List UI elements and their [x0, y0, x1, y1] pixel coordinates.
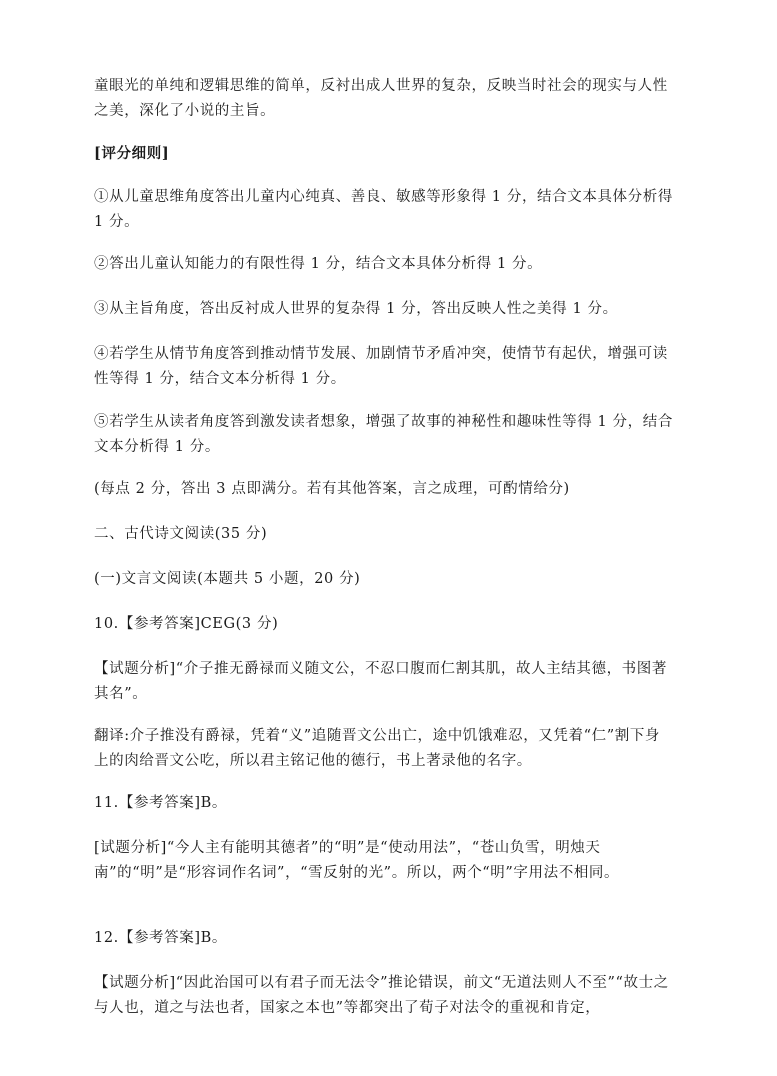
scoring-rule-2: ②答出儿童认知能力的有限性得 1 分，结合文本具体分析得 1 分。	[94, 256, 543, 272]
translation-10: 翻译:介子推没有爵禄，凭着“义”追随晋文公出亡，途中饥饿难忍，又凭着“仁”割下身上的肉给晋文公吃，所以君主铭记他的德行，书上著录他的名字。	[94, 728, 661, 769]
section-heading-ancient-poetry: 二、古代诗文阅读(35 分)	[94, 526, 268, 542]
subsection-heading-classical-chinese: (一)文言文阅读(本题共 5 小题，20 分)	[94, 571, 361, 587]
answer-12: 12.【参考答案]B。	[94, 930, 227, 946]
analysis-continuation: 童眼光的单纯和逻辑思维的简单，反衬出成人世界的复杂，反映当时社会的现实与人性之美，深化了小说的主旨。	[94, 78, 668, 119]
analysis-12: 【试题分析]“因此治国可以有君子而无法令”推论错误，前文“无道法则人不至”“故士之与人也，道之与法也者，国家之本也”等都突出了荀子对法令的重视和肯定，	[94, 975, 669, 1016]
scoring-rule-5: ⑤若学生从读者角度答到激发读者想象，增强了故事的神秘性和趣味性等得 1 分，结合文本分析得 1 分。	[94, 414, 673, 455]
analysis-11: [试题分析]“今人主有能明其德者”的“明”是“使动用法”，“苍山负雪，明烛天南”的“明”是“形容词作名词”，“雪反射的光”。所以，两个“明”字用法不相同。	[94, 840, 620, 881]
scoring-rules-heading: [评分细则]	[94, 145, 170, 162]
scoring-rule-3: ③从主旨角度，答出反衬成人世界的复杂得 1 分，答出反映人性之美得 1 分。	[94, 301, 618, 317]
answer-10: 10.【参考答案]CEG(3 分)	[94, 616, 279, 632]
answer-11: 11.【参考答案]B。	[94, 795, 227, 811]
analysis-10: 【试题分析]“介子推无爵禄而义随文公，不忍口腹而仁割其肌，故人主结其德，书图著其名”。	[94, 661, 667, 702]
scoring-rule-4: ④若学生从情节角度答到推动情节发展、加剧情节矛盾冲突，使情节有起伏，增强可读性等得 1 分，结合文本分析得 1 分。	[94, 346, 668, 387]
scoring-rule-1: ①从儿童思维角度答出儿童内心纯真、善良、敏感等形象得 1 分，结合文本具体分析得 1 分。	[94, 189, 673, 230]
scoring-note: (每点 2 分，答出 3 点即满分。若有其他答案，言之成理，可酌情给分)	[94, 481, 570, 497]
